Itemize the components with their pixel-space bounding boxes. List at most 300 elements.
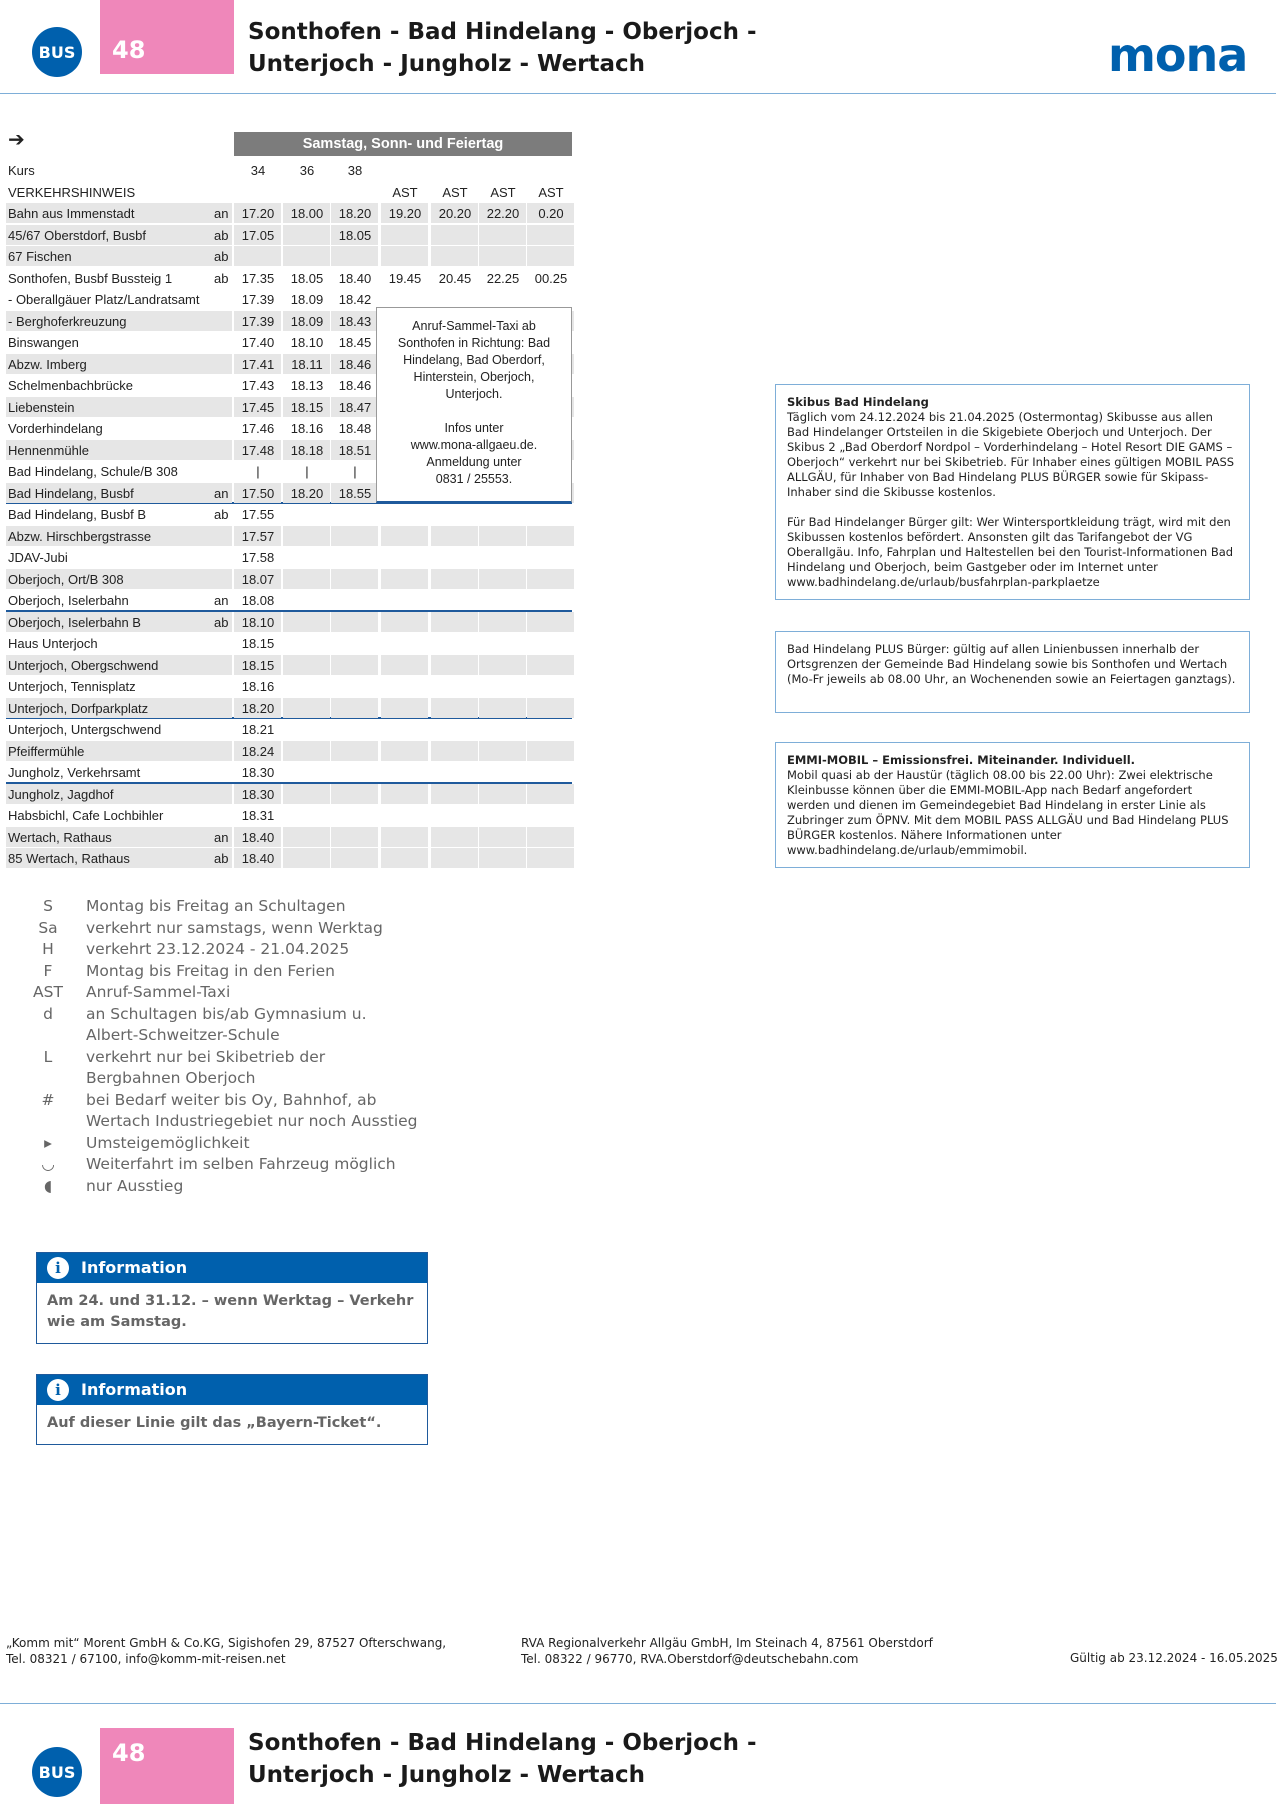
departure-time: [479, 784, 527, 806]
departure-time: 18.40: [241, 851, 275, 866]
skibus-note-text: Täglich vom 24.12.2024 bis 21.04.2025 (Ostermontag) Skibusse aus allen Bad Hindelanger Ortsteilen in die Skigebiete Oberjoch und Unterjoch. Der Skibus 2 „Bad Oberdorf Nordpol – Vorderhindelang – Hotel Resort DIE GAMS – Oberjoch“ verkehrt nur bei Skibetrieb. Für Inhaber eines gültigen MOBIL PASS ALLGÄU, für Inhaber von Bad Hindelang PLUS BÜRGER sowie für Skipass-Inhaber sind die Skibusse kostenlos.: [787, 410, 1235, 499]
departure-time: 22.25: [486, 270, 520, 286]
mona-logo: mona: [1108, 28, 1248, 82]
arrival-departure-marker: ab: [214, 227, 229, 243]
timetable-row: [6, 784, 572, 806]
departure-time: [527, 655, 575, 677]
departure-time: 18.15: [290, 399, 324, 415]
departure-time: [331, 848, 379, 870]
stop-name: Abzw. Imberg: [8, 356, 87, 372]
departure-time: 17.45: [241, 399, 275, 415]
departure-time: 18.05: [290, 270, 324, 286]
departure-time: [479, 848, 527, 870]
departure-time: [283, 526, 331, 548]
departure-time: 17.39: [241, 313, 275, 329]
departure-time: 17.58: [241, 550, 275, 565]
departure-time: [381, 827, 429, 849]
stop-name: Jungholz, Verkehrsamt: [8, 765, 141, 780]
timetable-row: [6, 827, 572, 849]
departure-time: [527, 612, 575, 634]
departure-time: [381, 698, 429, 720]
stop-name: Hennenmühle: [8, 442, 89, 458]
departure-time: [331, 827, 379, 849]
timetable-row: [6, 246, 572, 268]
departure-time: [479, 504, 527, 526]
departure-time: 18.45: [338, 335, 372, 350]
departure-time: 18.08: [241, 593, 275, 608]
departure-time: [381, 848, 429, 870]
departure-time: [479, 569, 527, 591]
legend-text: Albert-Schweitzer-Schule: [86, 1026, 280, 1044]
ast-text: Unterjoch.: [445, 387, 503, 401]
departure-time: [381, 719, 429, 741]
service-note: AST: [538, 184, 564, 200]
departure-time: [381, 805, 429, 827]
departure-time: [527, 547, 575, 569]
kurs-label: Kurs: [8, 163, 35, 178]
departure-time: [431, 762, 479, 784]
stop-name: Wertach, Rathaus: [8, 829, 112, 845]
footer-operator-2: [521, 1636, 933, 1667]
departure-time: [381, 762, 429, 784]
departure-time: 17.48: [241, 442, 275, 458]
departure-time: [283, 590, 331, 612]
departure-time: 0.20: [538, 206, 564, 221]
validity-note: Gültig ab 23.12.2024 - 16.05.2025: [1070, 1651, 1278, 1665]
ast-text: Hindelang, Bad Oberdorf,: [403, 353, 545, 367]
legend-key: F: [43, 961, 53, 980]
arrival-departure-marker: ab: [214, 507, 229, 522]
departure-time: [431, 848, 479, 870]
departure-time: [331, 504, 379, 526]
legend-key: L: [43, 1047, 53, 1066]
legend-text: Umsteigemöglichkeit: [86, 1133, 250, 1152]
timetable-row: [6, 160, 572, 182]
hinweis-label: VERKEHRSHINWEIS: [8, 184, 136, 200]
departure-time: [431, 504, 479, 526]
departure-time: 17.43: [241, 378, 275, 393]
stop-name: Unterjoch, Untergschwend: [8, 722, 162, 737]
stop-name: Abzw. Hirschbergstrasse: [8, 528, 152, 544]
departure-time: [381, 676, 429, 698]
info-box-body: Am 24. und 31.12. – wenn Werktag – Verkehr wie am Samstag.: [47, 1293, 414, 1330]
departure-time: [431, 225, 479, 247]
legend-text: Wertach Industriegebiet nur noch Ausstieg: [86, 1112, 418, 1130]
departure-time: 18.18: [290, 442, 324, 458]
departure-time: [527, 569, 575, 591]
departure-time: [431, 633, 479, 655]
departure-time: [283, 848, 331, 870]
departure-time: [479, 655, 527, 677]
departure-time: [381, 225, 429, 247]
departure-time: [283, 504, 331, 526]
departure-time: 18.15: [241, 636, 275, 651]
stop-name: Bad Hindelang, Busbf: [8, 485, 134, 501]
legend-key: S: [43, 897, 53, 915]
bus-badge: BUS: [32, 27, 82, 77]
departure-time: 18.05: [338, 227, 372, 243]
timetable-row: [6, 719, 572, 741]
stop-name: Oberjoch, Ort/B 308: [8, 571, 124, 587]
departure-time: [283, 633, 331, 655]
departure-time: 18.24: [241, 743, 275, 759]
departure-time: [431, 805, 479, 827]
departure-time: [331, 676, 379, 698]
departure-time: 17.46: [241, 421, 275, 436]
departure-time: 18.16: [241, 679, 275, 694]
info-box: [36, 1252, 428, 1344]
timetable-row: [6, 633, 572, 655]
departure-time: 18.43: [338, 313, 372, 329]
service-note: AST: [442, 184, 468, 200]
stop-name: Binswangen: [8, 335, 79, 350]
timetable-row: [6, 268, 572, 290]
departure-time: 18.11: [291, 356, 323, 372]
ast-text: Sonthofen in Richtung: Bad: [397, 336, 551, 350]
departure-time: 18.15: [241, 657, 275, 673]
departure-time: 18.13: [290, 378, 324, 393]
departure-time: 19.20: [388, 206, 422, 221]
legend-text: nur Ausstieg: [86, 1176, 184, 1195]
departure-time: [331, 547, 379, 569]
footer-divider: [0, 1703, 1276, 1704]
departure-time: [283, 655, 331, 677]
kurs-number: [381, 160, 429, 182]
info-box-title: Information: [81, 1380, 188, 1399]
departure-time: 18.20: [290, 485, 324, 501]
footer-operator-1: [6, 1636, 446, 1667]
departure-time: |: [305, 464, 309, 479]
departure-time: [283, 741, 331, 763]
departure-time: 18.31: [241, 808, 275, 823]
stop-name: JDAV-Jubi: [8, 550, 68, 565]
stop-name: Bad Hindelang, Busbf B: [8, 507, 147, 522]
kurs-number: [527, 160, 575, 182]
departure-time: [283, 569, 331, 591]
departure-time: 18.07: [241, 571, 275, 587]
departure-time: [431, 569, 479, 591]
arrival-departure-marker: an: [214, 829, 229, 845]
departure-time: [479, 719, 527, 741]
kurs-number: [431, 160, 479, 182]
stop-name: Bahn aus Immenstadt: [8, 206, 135, 221]
stop-name: Habsbichl, Cafe Lochbihler: [8, 808, 164, 823]
timetable-row: [6, 676, 572, 698]
timetable-row: [6, 547, 572, 569]
header-divider: [0, 93, 1276, 94]
departure-time: [527, 633, 575, 655]
stop-name: - Berghoferkreuzung: [8, 313, 127, 329]
departure-time: [431, 526, 479, 548]
stop-name: - Oberallgäuer Platz/Landratsamt: [8, 292, 200, 307]
arrival-departure-marker: an: [214, 593, 229, 608]
arrival-departure-marker: an: [214, 485, 229, 501]
departure-time: [527, 784, 575, 806]
departure-time: [527, 827, 575, 849]
departure-time: [331, 246, 379, 268]
info-box-body: Auf dieser Linie gilt das „Bayern-Ticket“.: [47, 1415, 382, 1431]
departure-time: [331, 655, 379, 677]
kurs-number: [479, 160, 527, 182]
plus-buerger-text: Bad Hindelang PLUS Bürger: gültig auf allen Linienbussen innerhalb der Ortsgrenzen der Gemeinde Bad Hindelang sowie bis Sonthofen und Wertach (Mo-Fr jeweils ab 08.00 Uhr, an Wochenenden sowie an Feiertagen ganztags).: [787, 642, 1236, 686]
departure-time: [283, 698, 331, 720]
legend-text: verkehrt 23.12.2024 - 21.04.2025: [86, 940, 350, 958]
departure-time: [479, 225, 527, 247]
departure-time: 18.20: [338, 206, 372, 221]
ast-info-box: [376, 307, 572, 503]
day-type-header: Samstag, Sonn- und Feiertag: [234, 132, 572, 156]
departure-time: 18.40: [241, 829, 275, 845]
departure-time: 18.46: [338, 378, 372, 393]
departure-time: [527, 526, 575, 548]
departure-time: [527, 698, 575, 720]
ast-phone[interactable]: 0831 / 25553.: [435, 472, 513, 486]
departure-time: 22.20: [486, 206, 520, 221]
footer-text: Tel. 08321 / 67100, info@komm-mit-reisen.net: [6, 1651, 286, 1666]
stop-name: Unterjoch, Dorfparkplatz: [8, 700, 149, 716]
stop-name: Sonthofen, Busbf Bussteig 1: [8, 270, 173, 286]
legend-text: verkehrt nur samstags, wenn Werktag: [86, 918, 383, 937]
departure-time: 17.05: [241, 227, 275, 243]
departure-time: [331, 784, 379, 806]
departure-time: [331, 719, 379, 741]
departure-time: [331, 805, 379, 827]
stop-name: Oberjoch, Iselerbahn: [8, 593, 129, 608]
page-header: [0, 0, 1280, 96]
timetable-row: [6, 655, 572, 677]
departure-time: [331, 698, 379, 720]
line-number: 48: [100, 1728, 234, 1804]
legend-text: Montag bis Freitag an Schultagen: [86, 897, 346, 915]
timetable-row: [6, 762, 572, 784]
page-footer-header: [0, 1706, 1280, 1802]
line-number: 48: [100, 0, 234, 74]
departure-time: [331, 612, 379, 634]
legend-key: ▸: [44, 1133, 52, 1152]
skibus-note-title: Skibus Bad Hindelang: [787, 395, 929, 409]
arrival-departure-marker: ab: [214, 270, 229, 286]
departure-time: [381, 633, 429, 655]
stop-name: 67 Fischen: [8, 249, 72, 264]
departure-time: 20.20: [438, 206, 472, 221]
legend-key: #: [41, 1090, 55, 1109]
footer-text: Tel. 08322 / 96770, RVA.Oberstdorf@deutschebahn.com: [521, 1651, 859, 1666]
departure-time: [283, 547, 331, 569]
legend-text: bei Bedarf weiter bis Oy, Bahnhof, ab: [86, 1090, 377, 1109]
departure-time: [331, 590, 379, 612]
departure-time: 18.47: [338, 399, 372, 415]
departure-time: [381, 784, 429, 806]
legend-text: verkehrt nur bei Skibetrieb der: [86, 1047, 326, 1066]
departure-time: [283, 827, 331, 849]
departure-time: [527, 246, 575, 268]
timetable-row: [6, 569, 572, 591]
departure-time: [331, 633, 379, 655]
legend-text: Montag bis Freitag in den Ferien: [86, 961, 335, 980]
departure-time: [381, 504, 429, 526]
timetable-row: [6, 504, 572, 526]
departure-time: 18.09: [290, 292, 324, 307]
departure-time: 18.10: [290, 335, 324, 350]
departure-time: [283, 676, 331, 698]
timetable-row: [6, 203, 572, 225]
legend-key: ◡: [41, 1155, 55, 1173]
service-note: AST: [490, 184, 516, 200]
departure-time: [527, 676, 575, 698]
departure-time: [431, 547, 479, 569]
departure-time: 18.30: [241, 765, 275, 780]
emmi-mobil-note: [775, 742, 1250, 868]
departure-time: [431, 719, 479, 741]
departure-time: [527, 504, 575, 526]
legend-text: Anruf-Sammel-Taxi: [86, 983, 231, 1001]
departure-time: [431, 655, 479, 677]
kurs-number: 36: [299, 163, 315, 178]
departure-time: [283, 762, 331, 784]
route-title: Sonthofen - Bad Hindelang - Oberjoch - Unterjoch - Jungholz - Wertach: [248, 1730, 757, 1788]
legend-key: Sa: [38, 918, 58, 937]
departure-time: [527, 590, 575, 612]
departure-time: 19.45: [388, 270, 422, 286]
departure-time: 00.25: [534, 270, 568, 286]
departure-time: 18.30: [241, 786, 275, 802]
departure-time: [479, 633, 527, 655]
footer-text: RVA Regionalverkehr Allgäu GmbH, Im Steinach 4, 87561 Oberstdorf: [521, 1636, 933, 1650]
departure-time: [331, 526, 379, 548]
timetable-row: [6, 182, 572, 204]
stop-name: Unterjoch, Tennisplatz: [8, 679, 136, 694]
stop-name: Liebenstein: [8, 399, 75, 415]
emmi-mobil-text: Mobil quasi ab der Haustür (täglich 08.00 bis 22.00 Uhr): Zwei elektrische Kleinbusse können über die EMMI-MOBIL-App nach Bedarf angefordert werden und dienen im Gemeindegebiet Bad Hindelang in erster Linie als Zubringer zum ÖPNV. Mit dem MOBIL PASS ALLGÄU und Bad Hindelang PLUS BÜRGER kostenlos. Nähere Informationen unter www.badhindelang.de/urlaub/emmimobil.: [787, 768, 1229, 857]
departure-time: [431, 741, 479, 763]
departure-time: 17.57: [241, 528, 275, 544]
legend-key: H: [42, 940, 54, 958]
stop-name: Jungholz, Jagdhof: [8, 786, 114, 802]
departure-time: [283, 225, 331, 247]
departure-time: [527, 848, 575, 870]
timetable-row: [6, 225, 572, 247]
stop-name: 85 Wertach, Rathaus: [8, 851, 130, 866]
timetable-row: [6, 805, 572, 827]
departure-time: [527, 719, 575, 741]
stop-name: Schelmenbachbrücke: [8, 378, 134, 393]
departure-time: [283, 612, 331, 634]
departure-time: 20.45: [438, 270, 472, 286]
departure-time: [381, 741, 429, 763]
departure-time: 18.00: [290, 206, 324, 221]
departure-time: [381, 547, 429, 569]
direction-arrow-icon: ➔: [8, 129, 25, 151]
stop-name: Haus Unterjoch: [8, 636, 98, 651]
departure-time: [527, 805, 575, 827]
footer-text: „Komm mit“ Morent GmbH & Co.KG, Sigishofen 29, 87527 Ofterschwang,: [6, 1636, 447, 1650]
departure-time: [479, 526, 527, 548]
departure-time: [381, 246, 429, 268]
timetable-row: [6, 698, 572, 720]
timetable-row: [6, 741, 572, 763]
departure-time: [479, 547, 527, 569]
route-title: Sonthofen - Bad Hindelang - Oberjoch - Unterjoch - Jungholz - Wertach: [248, 19, 757, 77]
kurs-number: 38: [347, 163, 363, 178]
kurs-number: 34: [250, 163, 266, 178]
departure-time: 18.55: [338, 485, 372, 501]
departure-time: [527, 225, 575, 247]
ast-text: Anmeldung unter: [426, 455, 522, 469]
stop-name: Unterjoch, Obergschwend: [8, 657, 159, 673]
departure-time: [381, 655, 429, 677]
departure-time: [283, 784, 331, 806]
stop-name: Pfeiffermühle: [8, 743, 85, 759]
departure-time: 17.40: [241, 335, 275, 350]
departure-time: [431, 612, 479, 634]
departure-time: 18.09: [290, 313, 324, 329]
departure-time: [283, 246, 331, 268]
stop-name: Vorderhindelang: [8, 421, 103, 436]
stop-name: Oberjoch, Iselerbahn B: [8, 614, 141, 630]
departure-time: |: [353, 464, 357, 479]
skibus-note: [775, 384, 1250, 600]
ast-link[interactable]: www.mona-allgaeu.de.: [410, 438, 538, 452]
legend-key: d: [43, 1004, 53, 1023]
departure-time: [479, 612, 527, 634]
departure-time: [431, 698, 479, 720]
departure-time: [479, 698, 527, 720]
departure-time: [431, 676, 479, 698]
departure-time: [479, 246, 527, 268]
departure-time: 18.46: [338, 356, 372, 372]
departure-time: [527, 741, 575, 763]
departure-time: [431, 246, 479, 268]
departure-time: 18.51: [338, 442, 372, 458]
departure-time: [283, 719, 331, 741]
legend-text: an Schultagen bis/ab Gymnasium u.: [86, 1004, 367, 1023]
info-box-title: Information: [81, 1258, 188, 1277]
service-note: [283, 182, 331, 204]
arrival-departure-marker: ab: [214, 614, 229, 630]
departure-time: 18.40: [338, 270, 372, 286]
legend-text: Bergbahnen Oberjoch: [86, 1069, 256, 1087]
ast-text: Infos unter: [444, 421, 504, 435]
departure-time: 17.50: [241, 485, 275, 501]
bus-badge: BUS: [32, 1747, 82, 1797]
info-icon: i: [47, 1257, 69, 1279]
service-note: [331, 182, 379, 204]
departure-time: [431, 784, 479, 806]
departure-time: 18.16: [290, 421, 324, 436]
legend-key: ◖: [43, 1176, 53, 1195]
departure-time: [479, 805, 527, 827]
arrival-departure-marker: ab: [214, 249, 229, 264]
legend-key: AST: [33, 983, 63, 1001]
departure-time: 17.39: [241, 292, 275, 307]
departure-time: 17.41: [241, 356, 275, 372]
info-box-header: [37, 1375, 427, 1405]
arrival-departure-marker: ab: [214, 851, 229, 866]
departure-time: [381, 526, 429, 548]
departure-time: [331, 741, 379, 763]
timetable-row: [6, 590, 572, 612]
departure-time: 17.35: [241, 270, 275, 286]
departure-time: [479, 827, 527, 849]
departure-time: [431, 827, 479, 849]
service-note: [234, 182, 282, 204]
departure-time: [381, 612, 429, 634]
departure-time: [479, 741, 527, 763]
timetable-row: [6, 526, 572, 548]
departure-time: 18.20: [241, 700, 275, 716]
info-box: [36, 1374, 428, 1445]
info-icon: i: [47, 1379, 69, 1401]
